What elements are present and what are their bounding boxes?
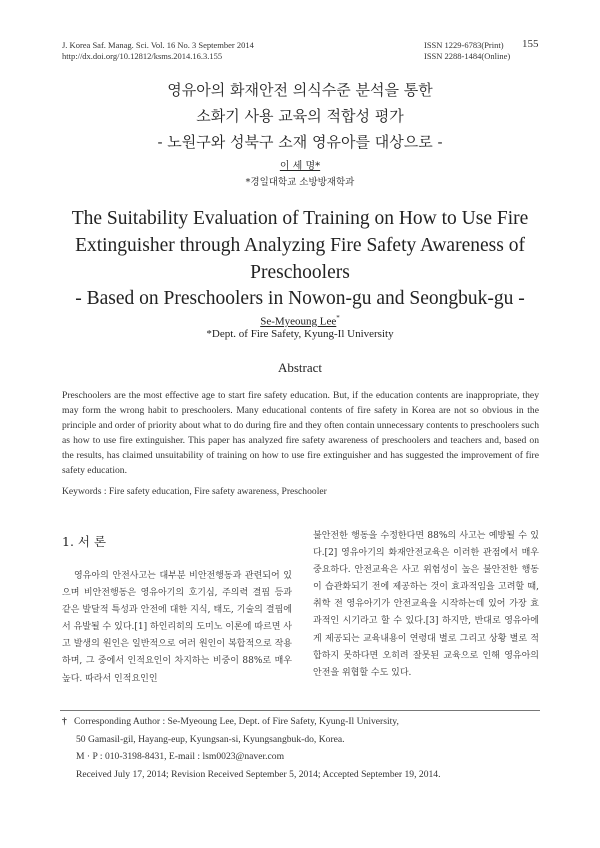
- korean-affiliation: *경일대학교 소방방재학과: [245, 177, 355, 188]
- english-title-line-3: Preschoolers: [250, 262, 350, 283]
- running-header-right: [424, 40, 510, 62]
- author-mark: *: [336, 314, 340, 322]
- issn-print: ISSN 1229-6783(Print): [424, 40, 504, 50]
- english-affiliation: *Dept. of Fire Safety, Kyung-Il University: [206, 328, 394, 340]
- running-header-left: [62, 40, 254, 62]
- english-title-line-4: - Based on Preschoolers in Nowon-gu and Seongbuk-gu -: [75, 288, 525, 309]
- issn-online: ISSN 2288-1484(Online): [424, 51, 511, 61]
- korean-title-line-1: 영유아의 화재안전 의식수준 분석을 통한: [167, 81, 433, 99]
- abstract-heading: Abstract: [277, 360, 323, 375]
- korean-author-name: 이 세 명*: [279, 161, 321, 172]
- page-number: 155: [522, 38, 539, 50]
- footnote: [62, 713, 552, 783]
- english-title-line-1: The Suitability Evaluation of Training on How to Use Fire: [71, 208, 529, 229]
- english-author-name: Se-Myeoung Lee: [260, 315, 337, 328]
- corresponding-author: Corresponding Author : Se-Myeoung Lee, Dept. of Fire Safety, Kyung-Il University,: [74, 716, 399, 727]
- footnote-divider: [60, 710, 540, 711]
- journal-citation: J. Korea Saf. Manag. Sci. Vol. 16 No. 3 September 2014: [62, 40, 254, 50]
- korean-title-line-2: 소화기 사용 교육의 적합성 평가: [196, 107, 404, 125]
- english-author: [0, 311, 600, 329]
- footnote-contact: M · P : 010-3198-8431, E-mail : lsm0023@naver.com: [76, 751, 285, 762]
- abstract-body: Preschoolers are the most effective age to start fire safety education. But, if the education contents are inappropriate, they may form the wrong habit to preschoolers. Many educational contents of fire safety in Korea are not so obvious in the principle and order of priority about what to do during fire and they often contain unnecessary contents to preschoolers such as how to use fire extinguisher. This paper has analyzed fire safety awareness of preschoolers and teachers and, based on the results, has claimed unsuitability of training on how to use fire extinguisher and has suggested the improvement of fire safety education.: [62, 390, 539, 476]
- english-title-line-2: Extinguisher through Analyzing Fire Safety Awareness of: [75, 235, 525, 256]
- footnote-dates: Received July 17, 2014; Revision Received September 5, 2014; Accepted September 19, 2014.: [76, 768, 441, 780]
- doi-link[interactable]: http://dx.doi.org/10.12812/ksms.2014.16.3.155: [62, 51, 223, 61]
- keywords: Keywords : Fire safety education, Fire safety awareness, Preschooler: [62, 486, 327, 497]
- section-heading: 1. 서 론: [62, 534, 107, 549]
- footnote-address: 50 Gamasil-gil, Hayang-eup, Kyungsan-si, Kyungsangbuk-do, Korea.: [76, 733, 345, 745]
- footnote-line-1: [62, 713, 552, 731]
- body-column-right: 불안전한 행동을 수정한다면 88%의 사고는 예방될 수 있다.[2] 영유아기의 화재안전교육은 이러한 관점에서 매우 중요하다. 안전교육은 사고 위험성이 높은 불안전한 행동이 습관화되기 전에 제공하는 것이 효과적임을 고려할 때, 취학 전 영유아기가 안전교육을 시작하는데 있어 가장 효과적인 시기라고 할 수 있다.[3] 하지만, 반대로 영유아에게 제공되는 교육내용이 연령대 별로 그리고 상황 별로 적합하지 못하다면 오히려 잘못된 교육으로 인해 영유아의 안전을 위협할 수도 있다.: [313, 531, 539, 678]
- korean-title-line-3: - 노원구와 성북구 소재 영유아를 대상으로 -: [157, 133, 443, 151]
- korean-author: [0, 160, 600, 173]
- body-column-left: 영유아의 안전사고는 대부분 비안전행동과 관련되어 있으며 비안전행동은 영유아기의 호기심, 주의력 결핍 등과 같은 발달적 특성과 안전에 대한 지식, 태도, 기술의 결핍에서 유발될 수 있다.[1] 하인리히의 도미노 이론에 따르면 사고 발생의 원인은 일반적으로 여러 원인이 복합적으로 작용하며, 그 중에서 인적요인이 차지하는 비중이 88%로 매우 높다. 따라서 인적요인인: [62, 571, 292, 684]
- dagger-mark: †: [62, 716, 67, 727]
